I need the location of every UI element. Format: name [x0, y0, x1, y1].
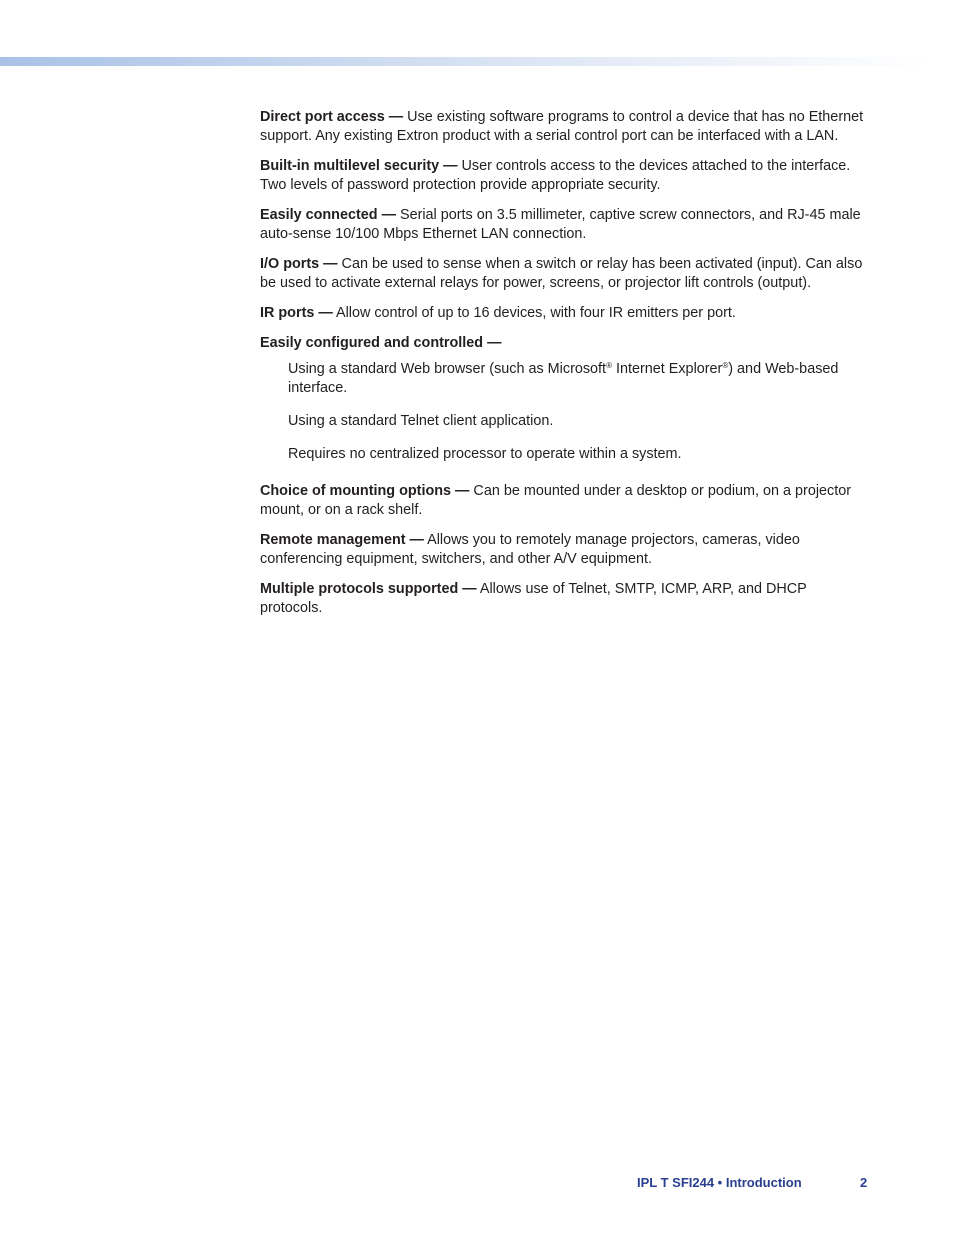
feature-term: IR ports — [260, 305, 333, 321]
feature-term: Multiple protocols supported — [260, 581, 477, 597]
feature-multiple-protocols [260, 580, 864, 618]
page-number: 2 [860, 1175, 868, 1190]
feature-description: Can be mounted under a desktop or podium, on a projector mount, or on a rack shelf. [260, 483, 852, 518]
feature-io-ports [260, 255, 864, 293]
footer-title: IPL T SFI244 • Introduction [637, 1175, 802, 1190]
document-body [260, 108, 864, 629]
list-item: Using a standard Web browser (such as Microsoft® Internet Explorer®) and Web-based interface. [288, 361, 839, 396]
feature-description: User controls access to the devices attached to the interface. Two levels of password protection provide appropriate security. [260, 158, 851, 193]
feature-easily-connected [260, 206, 864, 244]
header-gradient-bar [0, 57, 930, 66]
registered-mark: ® [722, 361, 729, 370]
feature-description: Use existing software programs to control a device that has no Ethernet support. Any existing Extron product with a serial control port can be interfaced with a LAN. [260, 109, 864, 144]
feature-multilevel-security [260, 157, 864, 195]
feature-term: Easily connected — [260, 207, 396, 223]
feature-description: Allow control of up to 16 devices, with four IR emitters per port. [332, 305, 736, 321]
feature-term: I/O ports — [260, 256, 338, 272]
feature-easily-configured [260, 334, 864, 353]
list-item: Using a standard Telnet client application. [288, 413, 554, 429]
feature-mounting-options [260, 482, 864, 520]
feature-term: Built-in multilevel security — [260, 158, 458, 174]
registered-mark: ® [606, 361, 612, 370]
configured-options-list [288, 360, 864, 464]
feature-description: Can be used to sense when a switch or relay has been activated (input). Can also be used to activate external relays for power, screens, or projector lift controls (output). [260, 256, 863, 291]
feature-ir-ports [260, 304, 864, 323]
list-item: Requires no centralized processor to operate within a system. [288, 446, 682, 462]
feature-term: Easily configured and controlled — [260, 335, 502, 351]
feature-term: Choice of mounting options — [260, 483, 470, 499]
feature-remote-management [260, 531, 864, 569]
feature-direct-port-access [260, 108, 864, 146]
feature-description: Allows you to remotely manage projectors, cameras, video conferencing equipment, switchers, and other A/V equipment. [260, 532, 800, 567]
feature-term: Remote management — [260, 532, 424, 548]
feature-description: Allows use of Telnet, SMTP, ICMP, ARP, and DHCP protocols. [260, 581, 807, 616]
feature-term: Direct port access — [260, 109, 404, 125]
feature-description: Serial ports on 3.5 millimeter, captive screw connectors, and RJ-45 male auto-sense 10/100 Mbps Ethernet LAN connection. [260, 207, 861, 242]
